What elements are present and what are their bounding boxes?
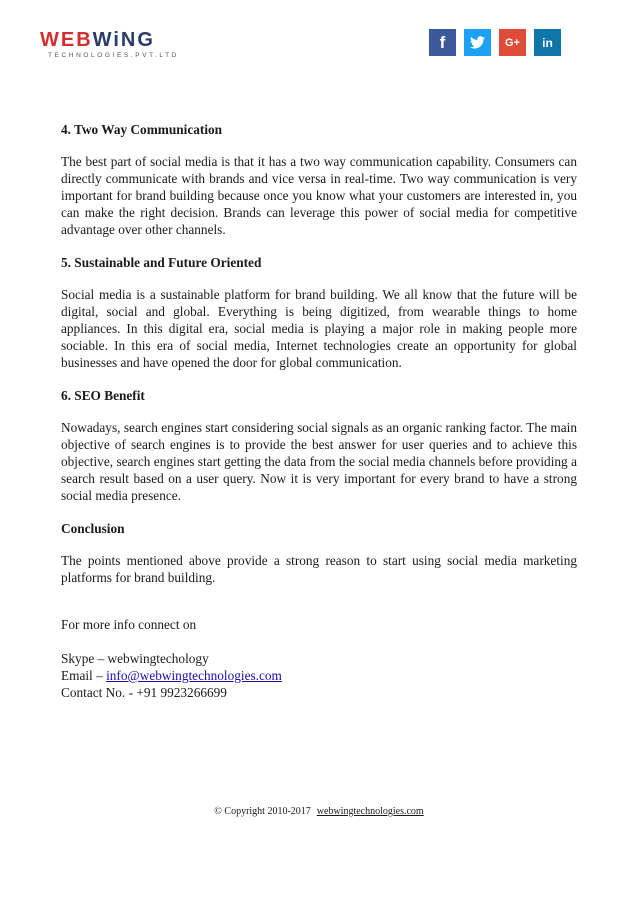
copyright-text: © Copyright 2010-2017 <box>214 806 311 817</box>
footer <box>0 806 638 817</box>
contact-intro: For more info connect on <box>61 617 197 632</box>
section-heading: 5. Sustainable and Future Oriented <box>61 255 262 270</box>
twitter-icon[interactable] <box>464 29 491 56</box>
document-body <box>61 121 577 701</box>
logo-wordmark <box>40 30 190 50</box>
logo-subtitle: TECHNOLOGIES.PVT.LTD <box>48 52 179 59</box>
logo-wing: WiNG <box>92 29 155 51</box>
google-plus-icon[interactable]: G+ <box>499 29 526 56</box>
contact-email-label: Email – <box>61 668 107 683</box>
social-links <box>429 29 561 56</box>
section-paragraph: Nowadays, search engines start considering social signals as an organic ranking factor. The main objective of search engines is to provide the best answer for user queries and to achieve this objective, search engines start getting the data from the social media channels before providing a search result based on a user query. Now it is very important for every brand to have a strong social media presence. <box>61 420 577 503</box>
contact-phone: Contact No. - +91 9923266699 <box>61 685 227 700</box>
contact-skype: Skype – webwingtechology <box>61 651 209 666</box>
section-heading: Conclusion <box>61 521 125 536</box>
contact-email-line <box>61 667 577 684</box>
linkedin-icon[interactable]: in <box>534 29 561 56</box>
section-paragraph: Social media is a sustainable platform for brand building. We all know that the future will be digital, social and global. Everything is being digitized, from wearable things to home appliances. In this digital era, social media is playing a major role in making people more sociable. In this era of social media, Internet technologies create an opportunity for global businesses and have opened the door for global communication. <box>61 287 577 370</box>
section-paragraph: The best part of social media is that it has a two way communication capability. Consumers can directly communicate with brands and vice versa in real-time. Two way communication is very important for brand building because once you know what your customers are interested in, you can make the right decision. Brands can leverage this power of social media for competitive advantage over other channels. <box>61 154 577 237</box>
section-heading: 6. SEO Benefit <box>61 388 145 403</box>
section-paragraph: The points mentioned above provide a strong reason to start using social media marketing platforms for brand building. <box>61 553 577 585</box>
footer-site-link[interactable]: webwingtechnologies.com <box>316 806 424 817</box>
section-heading: 4. Two Way Communication <box>61 122 223 137</box>
webwing-logo <box>40 30 190 62</box>
email-link[interactable]: info@webwingtechnologies.com <box>106 668 282 683</box>
facebook-icon[interactable]: f <box>429 29 456 56</box>
logo-web: WEB <box>40 29 93 51</box>
